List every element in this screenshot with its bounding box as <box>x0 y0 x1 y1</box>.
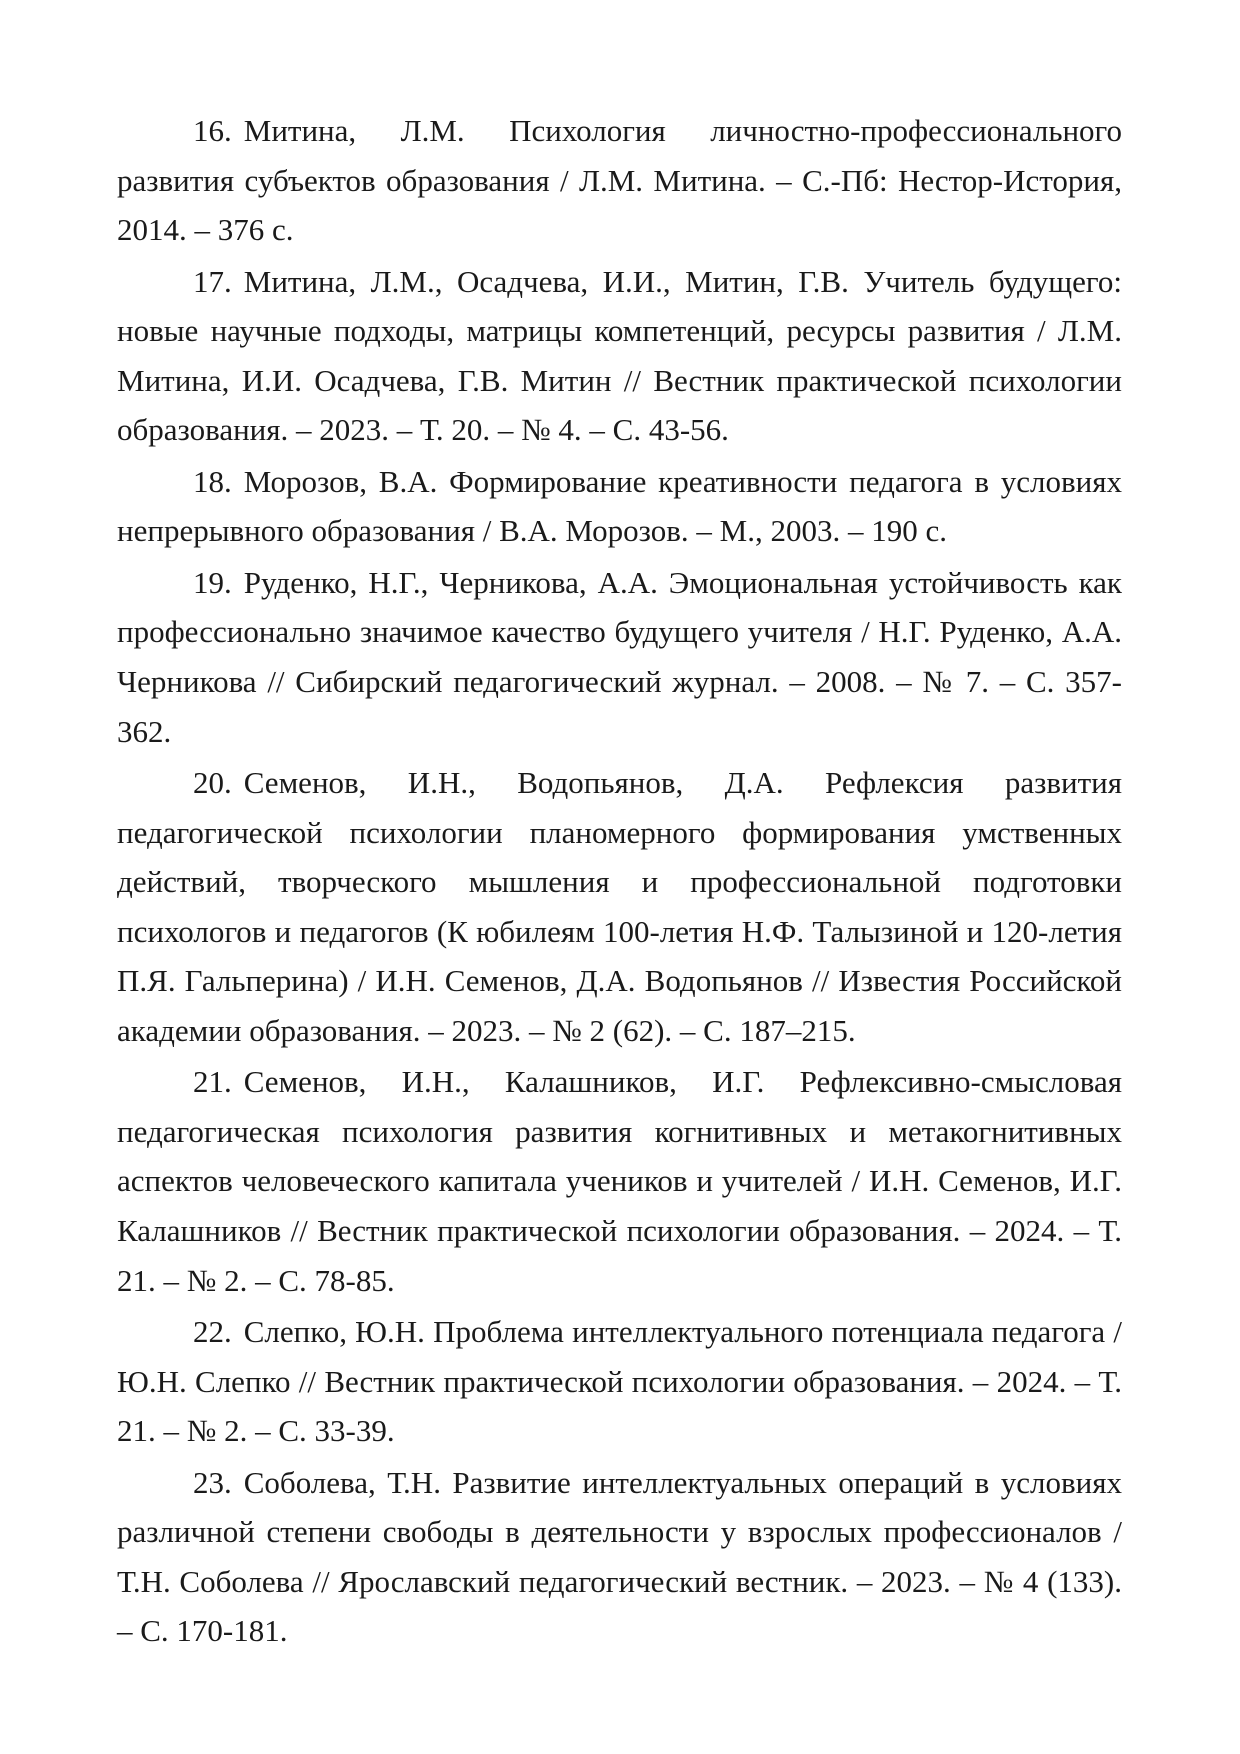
reference-number: 19. <box>193 564 232 600</box>
reference-text: Семенов, И.Н., Водопьянов, Д.А. Рефлексия развития педагогической психологии планомерного формирования умственных действий, творческого мышления и профессиональной подготовки психологов и педагогов (К юбилеям 100-летия Н.Ф. Талызиной и 120-летия П.Я. Гальперина) / И.Н. Семенов, Д.А. Водопьянов // Известия Российской академии образования. – 2023. – № 2 (62). – С. 187–215. <box>117 764 1122 1048</box>
reference-item <box>117 558 1122 756</box>
reference-item <box>117 1307 1122 1456</box>
reference-number: 17. <box>193 263 232 299</box>
reference-number: 21. <box>193 1064 232 1100</box>
reference-text: Соболева, Т.Н. Развитие интеллектуальных операций в условиях различной степени свободы в деятельности у взрослых профессионалов / Т.Н. Соболева // Ярославский педагогический вестник. – 2023. – № 4 (133). – С. 170-181. <box>117 1464 1122 1649</box>
reference-list <box>117 106 1122 1658</box>
reference-item <box>117 457 1122 556</box>
reference-item <box>117 1458 1122 1656</box>
reference-number: 16. <box>193 113 232 148</box>
reference-item <box>117 106 1122 255</box>
reference-text: Семенов, И.Н., Калашников, И.Г. Рефлексивно-смысловая педагогическая психология развития когнитивных и метакогнитивных аспектов человеческого капитала учеников и учителей / И.Н. Семенов, И.Г. Калашников // Вестник практической психологии образования. – 2024. – Т. 21. – № 2. – С. 78-85. <box>117 1064 1122 1298</box>
reference-text: Морозов, В.А. Формирование креативности педагога в условиях непрерывного образования / В.А. Морозов. – М., 2003. – 190 с. <box>117 463 1122 549</box>
reference-text: Митина, Л.М. Психология личностно-профессионального развития субъектов образования / Л.М. Митина. – С.-Пб: Нестор-История, 2014. – 376 с. <box>117 113 1122 248</box>
reference-text: Слепко, Ю.Н. Проблема интеллектуального потенциала педагога / Ю.Н. Слепко // Вестник практической психологии образования. – 2024. – Т. 21. – № 2. – С. 33-39. <box>117 1314 1122 1449</box>
reference-item <box>117 257 1122 455</box>
reference-number: 20. <box>193 764 232 800</box>
reference-item <box>117 758 1122 1056</box>
reference-item <box>117 1057 1122 1305</box>
reference-text: Митина, Л.М., Осадчева, И.И., Митин, Г.В. Учитель будущего: новые научные подходы, матрицы компетенций, ресурсы развития / Л.М. Митина, И.И. Осадчева, Г.В. Митин // Вестник практической психологии образования. – 2023. – Т. 20. – № 4. – С. 43-56. <box>117 263 1122 448</box>
reference-number: 18. <box>193 463 232 499</box>
reference-number: 23. <box>193 1464 232 1500</box>
reference-text: Руденко, Н.Г., Черникова, А.А. Эмоциональная устойчивость как профессионально значимое качество будущего учителя / Н.Г. Руденко, А.А. Черникова // Сибирский педагогический журнал. – 2008. – № 7. – С. 357-362. <box>117 564 1122 749</box>
reference-number: 22. <box>193 1314 232 1350</box>
